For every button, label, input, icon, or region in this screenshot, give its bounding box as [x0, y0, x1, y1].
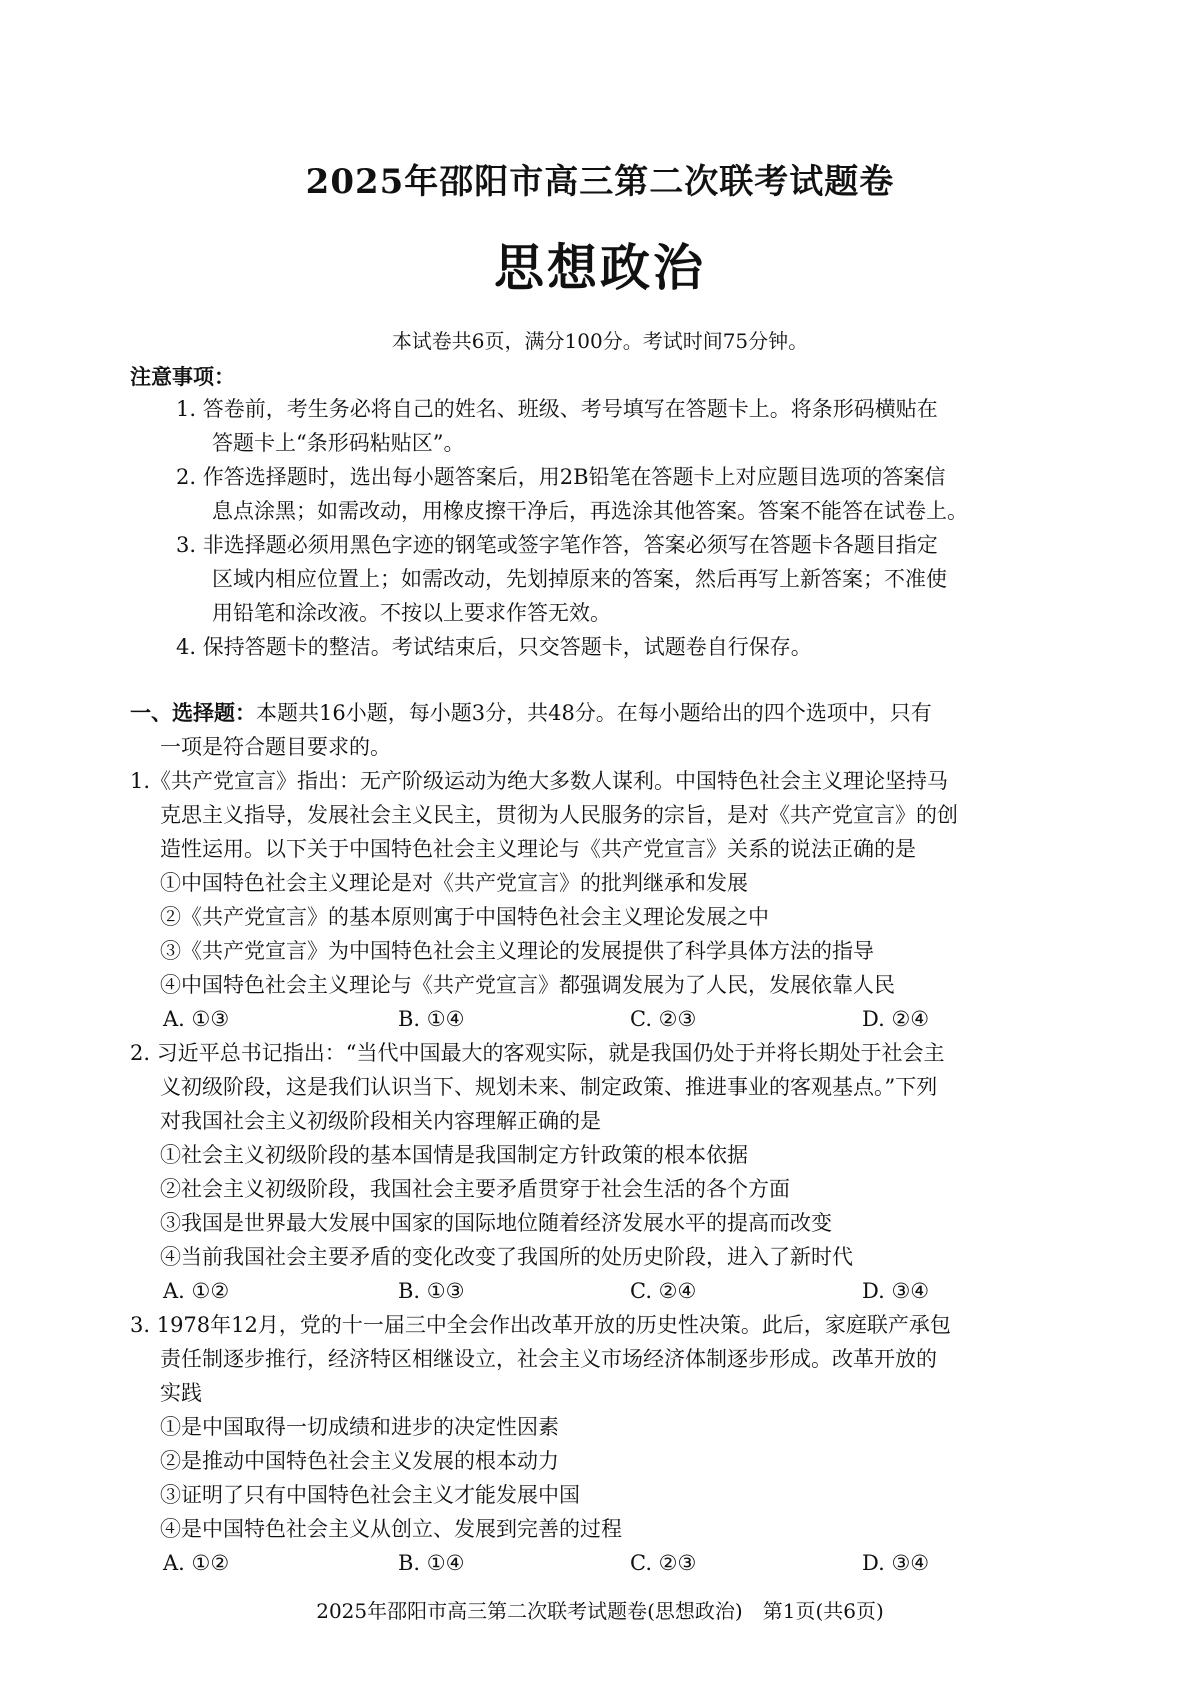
q2-option-b: B. ①③	[398, 1279, 465, 1303]
q2-option-c: C. ②④	[630, 1279, 697, 1303]
q3-statement-1: ①是中国取得一切成绩和进步的决定性因素	[160, 1415, 559, 1439]
note-item-1-line-1: 1. 答卷前，考生务必将自己的姓名、班级、考号填写在答题卡上。将条形码横贴在	[176, 397, 938, 421]
section-1-heading	[130, 697, 932, 729]
q2-stem-line-1: 2. 习近平总书记指出：“当代中国最大的客观实际，就是我国仍处于并将长期处于社会主	[130, 1041, 945, 1065]
q2-statement-2: ②社会主义初级阶段，我国社会主要矛盾贯穿于社会生活的各个方面	[160, 1177, 790, 1201]
q3-option-b: B. ①④	[398, 1551, 465, 1575]
q1-statement-3: ③《共产党宣言》为中国特色社会主义理论的发展提供了科学具体方法的指导	[160, 939, 874, 963]
q1-statement-4: ④中国特色社会主义理论与《共产党宣言》都强调发展为了人民，发展依靠人民	[160, 973, 895, 997]
note-item-3-line-1: 3. 非选择题必须用黑色字迹的钢笔或签字笔作答，答案必须写在答题卡各题目指定	[176, 533, 938, 557]
subject-title: 思想政治	[494, 238, 706, 297]
q2-stem-line-2: 义初级阶段，这是我们认识当下、规划未来、制定政策、推进事业的客观基点。”下列	[160, 1075, 938, 1099]
q1-stem-line-2: 克思主义指导，发展社会主义民主，贯彻为人民服务的宗旨，是对《共产党宣言》的创	[160, 803, 958, 827]
q3-option-c: C. ②③	[630, 1551, 697, 1575]
q2-option-a: A. ①②	[163, 1279, 230, 1303]
note-item-3-line-3: 用铅笔和涂改液。不按以上要求作答无效。	[212, 601, 611, 625]
q2-statement-4: ④当前我国社会主要矛盾的变化改变了我国所的处历史阶段，进入了新时代	[160, 1245, 853, 1269]
q1-option-a: A. ①③	[163, 1007, 230, 1031]
q2-statement-3: ③我国是世界最大发展中国家的国际地位随着经济发展水平的提高而改变	[160, 1211, 832, 1235]
q3-stem-line-3: 实践	[160, 1381, 202, 1405]
q1-statement-2: ②《共产党宣言》的基本原则寓于中国特色社会主义理论发展之中	[160, 905, 769, 929]
q1-stem-line-1: 1.《共产党宣言》指出：无产阶级运动为绝大多数人谋利。中国特色社会主义理论坚持马	[130, 769, 949, 793]
note-item-2-line-1: 2. 作答选择题时，选出每小题答案后，用2B铅笔在答题卡上对应题目选项的答案信	[176, 465, 946, 489]
section-1-label: 一、选择题：	[130, 700, 256, 725]
q1-stem-line-3: 造性运用。以下关于中国特色社会主义理论与《共产党宣言》关系的说法正确的是	[160, 837, 916, 861]
notes-heading: 注意事项：	[130, 364, 235, 389]
exam-info: 本试卷共6页，满分100分。考试时间75分钟。	[391, 329, 809, 353]
q1-option-d: D. ②④	[862, 1007, 930, 1031]
q3-option-a: A. ①②	[163, 1551, 230, 1575]
note-item-4-line-1: 4. 保持答题卡的整洁。考试结束后，只交答题卡，试题卷自行保存。	[176, 635, 812, 659]
note-item-3-line-2: 区域内相应位置上；如需改动，先划掉原来的答案，然后再写上新答案；不准使	[212, 567, 947, 591]
q2-option-d: D. ③④	[862, 1279, 930, 1303]
section-1-desc-line-2: 一项是符合题目要求的。	[160, 735, 391, 759]
note-item-1-line-2: 答题卡上“条形码粘贴区”。	[212, 431, 465, 455]
q3-statement-2: ②是推动中国特色社会主义发展的根本动力	[160, 1449, 559, 1473]
exam-title: 2025年邵阳市高三第二次联考试题卷	[305, 162, 895, 202]
page-footer: 2025年邵阳市高三第二次联考试题卷(思想政治) 第1页(共6页)	[316, 1599, 884, 1623]
q1-option-c: C. ②③	[630, 1007, 697, 1031]
q3-stem-line-2: 责任制逐步推行，经济特区相继设立，社会主义市场经济体制逐步形成。改革开放的	[160, 1347, 937, 1371]
q3-statement-3: ③证明了只有中国特色社会主义才能发展中国	[160, 1483, 580, 1507]
q1-option-b: B. ①④	[398, 1007, 465, 1031]
q3-statement-4: ④是中国特色社会主义从创立、发展到完善的过程	[160, 1517, 622, 1541]
q3-option-d: D. ③④	[862, 1551, 930, 1575]
section-1-desc: 本题共16小题，每小题3分，共48分。在每小题给出的四个选项中，只有	[256, 701, 932, 725]
q3-stem-line-1: 3. 1978年12月，党的十一届三中全会作出改革开放的历史性决策。此后，家庭联产承包	[130, 1313, 951, 1337]
q2-statement-1: ①社会主义初级阶段的基本国情是我国制定方针政策的根本依据	[160, 1143, 748, 1167]
q1-statement-1: ①中国特色社会主义理论是对《共产党宣言》的批判继承和发展	[160, 871, 748, 895]
note-item-2-line-2: 息点涂黑；如需改动，用橡皮擦干净后，再选涂其他答案。答案不能答在试卷上。	[212, 499, 968, 523]
q2-stem-line-3: 对我国社会主义初级阶段相关内容理解正确的是	[160, 1109, 601, 1133]
